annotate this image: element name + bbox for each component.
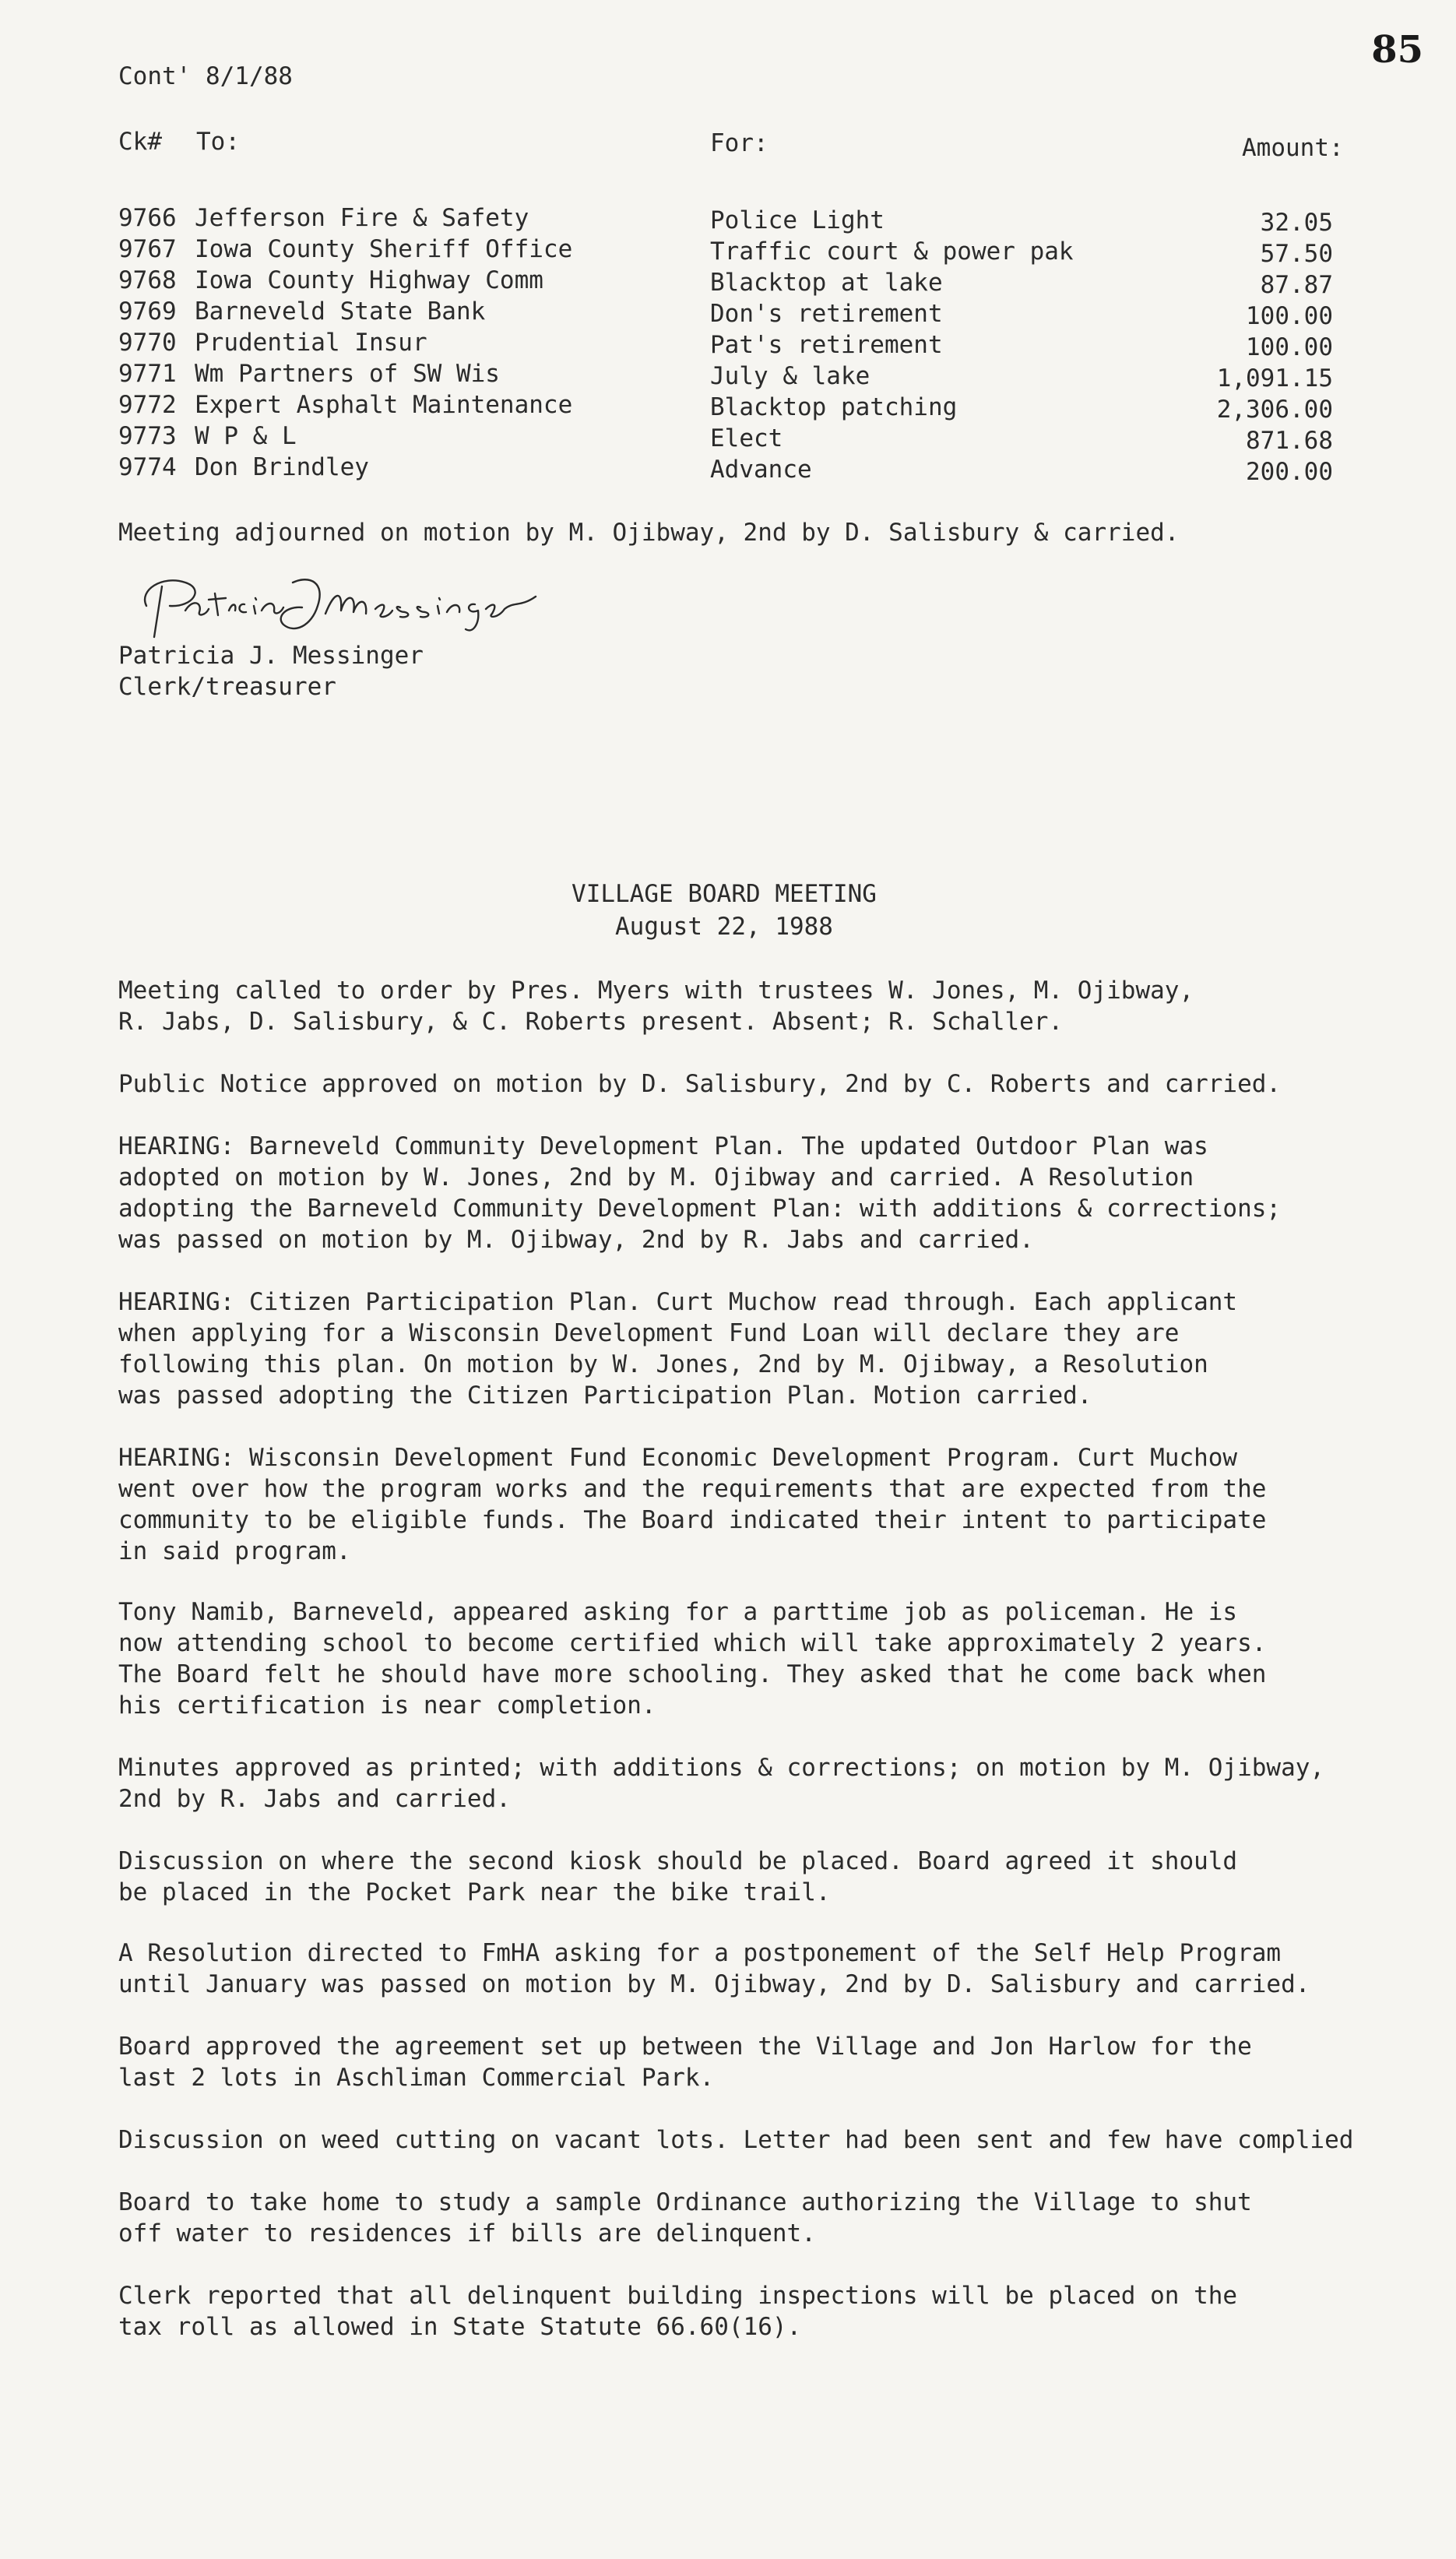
check-number: 9772: [118, 391, 177, 419]
paragraph-public-notice: Public Notice approved on motion by D. Salisbury, 2nd by C. Roberts and carried.: [118, 1070, 1282, 1098]
check-payee: Iowa County Sheriff Office: [195, 235, 573, 263]
paragraph-fmha-resolution: A Resolution directed to FmHA asking for a postponement of the Self Help Program until January was passed on motion by M. Ojibway, 2nd by D. Salisbury and carried.: [118, 1939, 1310, 1998]
check-payee: Prudential Insur: [195, 329, 427, 357]
check-number: 9774: [118, 453, 177, 481]
check-purpose: Blacktop at lake: [710, 269, 943, 297]
table-row: [118, 297, 1349, 329]
check-number: 9769: [118, 297, 177, 326]
check-amount: 1,091.15: [1216, 364, 1333, 392]
check-amount: 87.87: [1260, 271, 1333, 299]
check-amount: 100.00: [1246, 302, 1333, 330]
check-payee: Barneveld State Bank: [195, 297, 486, 326]
column-amount: Amount:: [1242, 134, 1344, 162]
paragraph-hearing-development-fund: HEARING: Wisconsin Development Fund Economic Development Program. Curt Muchow went over how the program works and the requirements that are expected from the community to be eligible funds. The Board indicated their intent to participate in said program.: [118, 1444, 1267, 1565]
check-purpose: Blacktop patching: [710, 393, 958, 421]
check-purpose: Elect: [710, 424, 783, 452]
paragraph-policeman-request: Tony Namib, Barneveld, appeared asking for a parttime job as policeman. He is now attending school to become certified which will take approximately 2 years. The Board felt he should have more schooling. They asked that he come back when his certification is near completion.: [118, 1598, 1267, 1719]
check-purpose: Don's retirement: [710, 300, 943, 328]
check-purpose: July & lake: [710, 362, 870, 390]
check-amount: 32.05: [1260, 209, 1333, 237]
table-row: [118, 329, 1349, 360]
check-amount: 871.68: [1246, 427, 1333, 455]
paragraph-hearing-citizen-plan: HEARING: Citizen Participation Plan. Curt Muchow read through. Each applicant when applying for a Wisconsin Development Fund Loan will declare they are following this plan. On motion by W. Jones, 2nd by M. Ojibway, a Resolution was passed adopting the Citizen Participation Plan. Motion carried.: [118, 1288, 1238, 1410]
check-payee: Iowa County Highway Comm: [195, 266, 543, 294]
checks-table: [118, 204, 1349, 484]
check-number: 9767: [118, 235, 177, 263]
paragraph-weed-cutting: Discussion on weed cutting on vacant lots. Letter had been sent and few have complied: [118, 2126, 1354, 2154]
check-payee: Jefferson Fire & Safety: [195, 204, 529, 232]
paragraph-call-to-order: Meeting called to order by Pres. Myers with trustees W. Jones, M. Ojibway, R. Jabs, D. Salisbury, & C. Roberts present. Absent; R. Schaller.: [118, 977, 1194, 1036]
adjourned-statement: Meeting adjourned on motion by M. Ojibway, 2nd by D. Salisbury & carried.: [118, 519, 1180, 547]
check-payee: Expert Asphalt Maintenance: [195, 391, 573, 419]
check-payee: W P & L: [195, 422, 297, 450]
column-to: To:: [196, 128, 240, 156]
column-for: For:: [710, 129, 768, 157]
check-amount: 57.50: [1260, 240, 1333, 268]
table-row: [118, 453, 1349, 484]
check-number: 9766: [118, 204, 177, 232]
paragraph-harlow-agreement: Board approved the agreement set up between the Village and Jon Harlow for the last 2 lots in Aschliman Commercial Park.: [118, 2033, 1252, 2092]
paragraph-water-ordinance: Board to take home to study a sample Ordinance authorizing the Village to shut off water to residences if bills are delinquent.: [118, 2188, 1252, 2247]
check-payee: Wm Partners of SW Wis: [195, 360, 500, 388]
paragraph-minutes-approved: Minutes approved as printed; with additions & corrections; on motion by M. Ojibway, 2nd by R. Jabs and carried.: [118, 1754, 1325, 1813]
signer-name: Patricia J. Messinger: [118, 642, 424, 670]
table-row: [118, 422, 1349, 453]
check-number: 9770: [118, 329, 177, 357]
check-purpose: Police Light: [710, 206, 885, 234]
column-ck: Ck#: [118, 128, 162, 156]
paragraph-kiosk: Discussion on where the second kiosk should be placed. Board agreed it should be placed in the Pocket Park near the bike trail.: [118, 1847, 1238, 1906]
check-number: 9768: [118, 266, 177, 294]
table-row: [118, 360, 1349, 391]
table-row: [118, 235, 1349, 266]
continuation-header: Cont' 8/1/88: [118, 62, 293, 90]
signer-title: Clerk/treasurer: [118, 673, 336, 701]
check-number: 9773: [118, 422, 177, 450]
check-purpose: Traffic court & power pak: [710, 238, 1074, 266]
check-number: 9771: [118, 360, 177, 388]
paragraph-hearing-community-plan: HEARING: Barneveld Community Development Plan. The updated Outdoor Plan was adopted on motion by W. Jones, 2nd by M. Ojibway and carried. A Resolution adopting the Barneveld Community Development Plan: with additions & corrections; was passed on motion by M. Ojibway, 2nd by R. Jabs and carried.: [118, 1132, 1282, 1254]
table-row: [118, 204, 1349, 235]
page-number: 85: [1371, 28, 1423, 72]
check-amount: 100.00: [1246, 333, 1333, 361]
check-purpose: Pat's retirement: [710, 331, 943, 359]
check-payee: Don Brindley: [195, 453, 369, 481]
check-amount: 2,306.00: [1216, 396, 1333, 424]
meeting-title: VILLAGE BOARD MEETING: [571, 880, 877, 908]
check-amount: 200.00: [1246, 458, 1333, 486]
meeting-date: August 22, 1988: [615, 913, 833, 941]
table-row: [118, 391, 1349, 422]
check-purpose: Advance: [710, 456, 812, 484]
handwritten-signature: [131, 559, 598, 648]
paragraph-building-inspections: Clerk reported that all delinquent building inspections will be placed on the tax roll as allowed in State Statute 66.60(16).: [118, 2282, 1238, 2341]
table-row: [118, 266, 1349, 297]
